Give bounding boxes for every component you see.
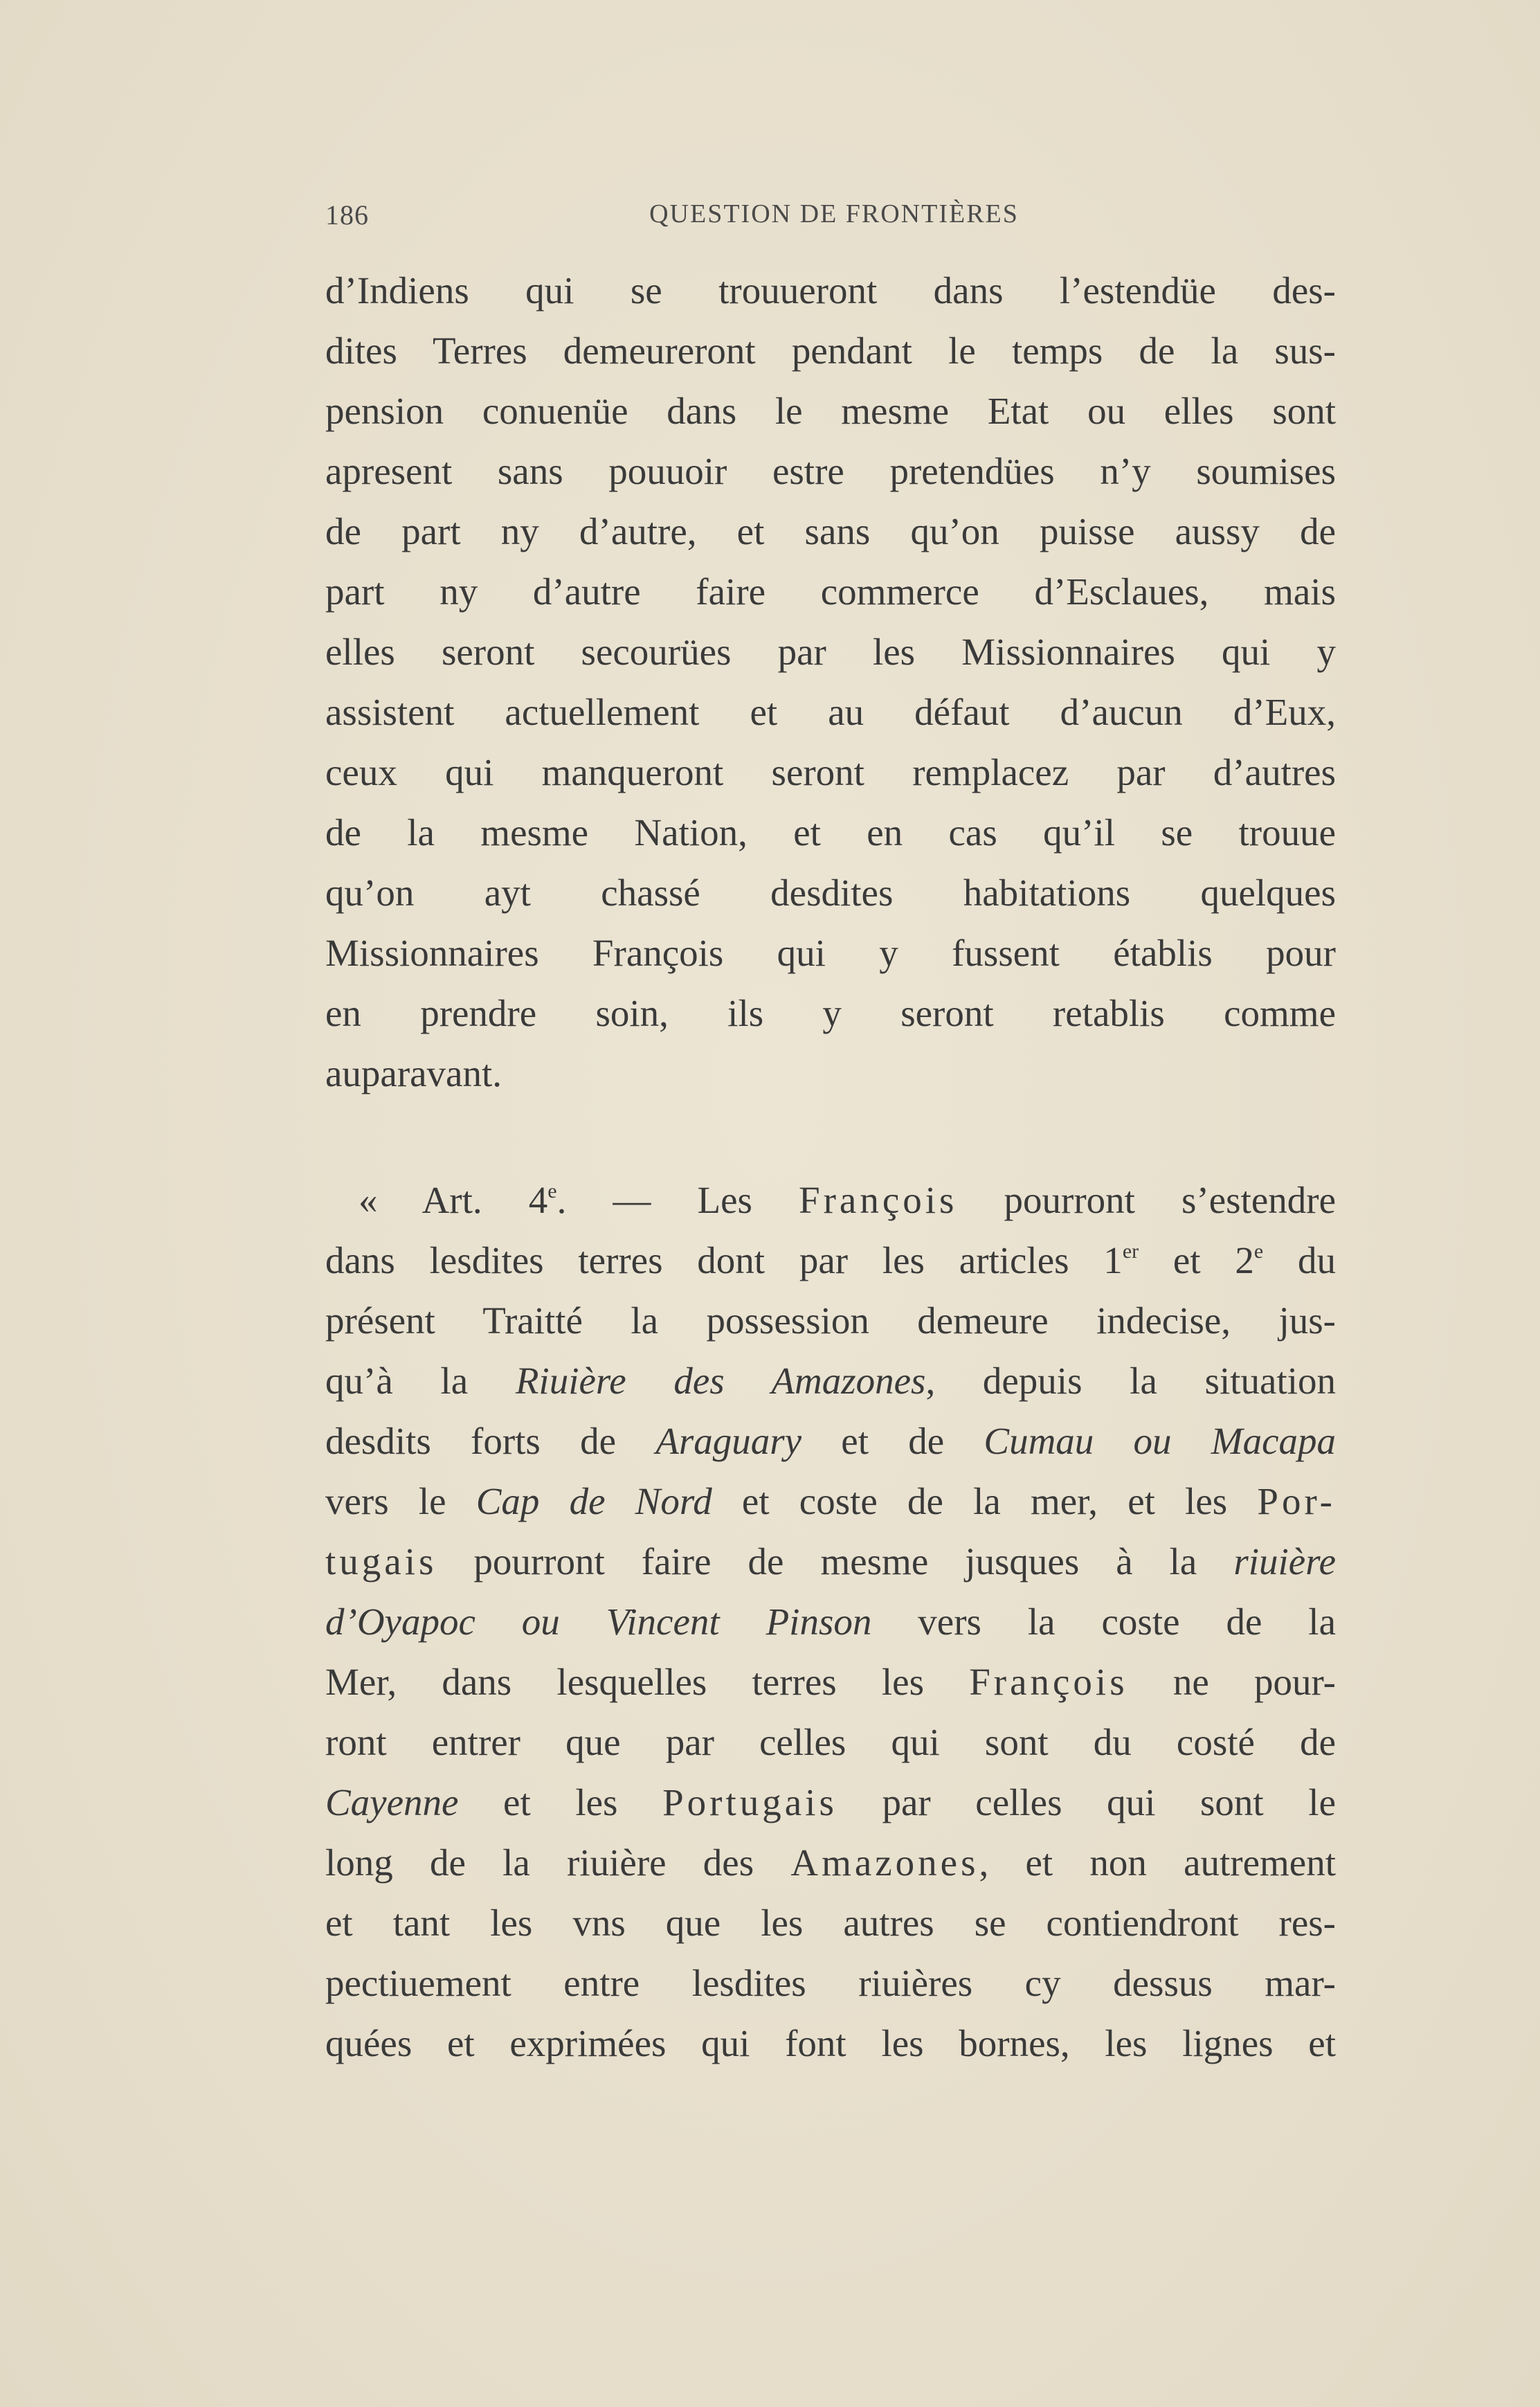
text-span: desdits forts de [325,1420,656,1462]
text-span: long de la riuière des [325,1841,791,1884]
text-span: et 2 [1139,1239,1254,1281]
text-span: vers la coste de la [871,1601,1336,1643]
text-span: et coste de la mer, et les [712,1480,1258,1522]
text-line: pectiuement entre lesdites riuières cy dessus mar- [325,1962,1336,2004]
text-line: qu’on ayt chassé desdites habitations quelques [325,872,1336,914]
text-line [325,1772,1336,1832]
text-line: de la mesme Nation, et en cas qu’il se trouue [325,811,1336,854]
italic-name: Cap de Nord [475,1480,712,1522]
text-line: ront entrer que par celles qui sont du costé de [325,1721,1336,1763]
superscript: er [1122,1240,1139,1263]
text-line: pension conuenüe dans le mesme Etat ou elles sont [325,390,1336,432]
text-line [325,1652,1336,1712]
text-line: présent Traitté la possession demeure indecise, jus- [325,1299,1336,1342]
text-line: elles seront secourües par les Missionnaires qui y [325,631,1336,673]
text-line: ceux qui manqueront seront remplacez par d’autres [325,751,1336,793]
text-line: et tant les vns que les autres se contiendront res- [325,1902,1336,1944]
text-line [325,1531,1336,1592]
text-line: apresent sans pouuoir estre pretendües n’y soumises [325,450,1336,492]
text-span: ne pour- [1127,1661,1336,1703]
italic-name: Araguary [655,1420,802,1462]
text-line: Missionnaires François qui y fussent établis pour [325,932,1336,974]
text-line [325,1230,1336,1290]
running-title: QUESTION DE FRONTIÈRES [649,199,1019,228]
text-span: et les [458,1781,663,1823]
spaced-name: François [799,1179,958,1221]
spaced-name: tugais [325,1540,437,1583]
text-line: part ny d’autre faire commerce d’Esclaues, mais [325,570,1336,613]
italic-name: d’Oyapoc ou Vincent Pinson [325,1601,872,1643]
text-span: pourront s’estendre [957,1179,1336,1221]
spaced-name: Por- [1257,1480,1336,1522]
text-line [325,1592,1336,1652]
italic-name: Riuière des Amazones [515,1360,926,1402]
text-line: en prendre soin, ils y seront retablis comme [325,992,1336,1034]
text-span: dans lesdites terres dont par les articles 1 [325,1239,1123,1281]
italic-name: Cayenne [325,1781,459,1823]
spaced-name: François [969,1661,1128,1703]
text-line [325,1832,1336,1893]
italic-name: Cumau ou Macapa [984,1420,1336,1462]
text-line [325,1411,1336,1471]
text-line: dites Terres demeureront pendant le temps de la sus- [325,330,1336,372]
text-line: d’Indiens qui se trouueront dans l’estendüe des- [325,269,1336,312]
text-span: vers le [325,1480,476,1522]
text-span: et de [801,1420,984,1462]
text-span: . — Les [556,1179,799,1221]
spaced-name: Portugais [662,1781,837,1823]
page-number: 186 [325,199,369,231]
text-span: qu’à la [325,1360,516,1402]
text-span: , et non autrement [979,1841,1336,1884]
text-line: auparavant. [325,1052,502,1094]
spaced-name: Amazones [790,1841,979,1884]
text-line: quées et exprimées qui font les bornes, les lignes et [325,2022,1336,2064]
running-head [325,199,1343,240]
text-line [325,1471,1336,1531]
article-4-paragraph [325,1170,1336,2073]
text-line [325,1170,1336,1230]
text-span: par celles qui sont le [837,1781,1336,1823]
text-span: , depuis la situation [925,1360,1336,1402]
superscript: e [1253,1240,1264,1263]
text-line: de part ny d’autre, et sans qu’on puisse aussy de [325,510,1336,552]
text-span: du [1263,1239,1336,1281]
italic-name: riuière [1233,1540,1336,1583]
text-line: assistent actuellement et au défaut d’aucun d’Eux, [325,691,1336,733]
text-span: « Art. 4 [359,1179,548,1221]
paragraph-continued [325,260,1336,1103]
text-span: Mer, dans lesquelles terres les [325,1661,970,1703]
text-span: pourront faire de mesme jusques à la [437,1540,1234,1583]
superscript: e [547,1180,557,1202]
text-line [325,1351,1336,1411]
